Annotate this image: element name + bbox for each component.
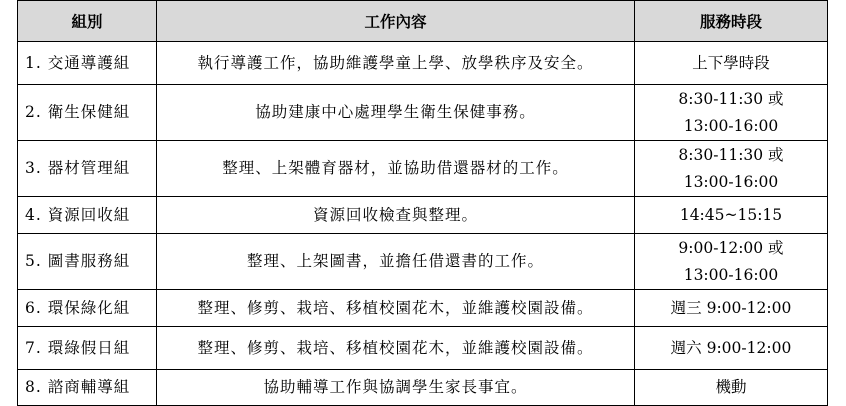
table-row (18, 197, 828, 234)
hours-line: 13:00-16:00 (683, 265, 779, 284)
hours-cell (635, 370, 828, 406)
header-group: 組別 (18, 1, 157, 42)
group-cell: 2. 衛生保健組 (18, 85, 157, 141)
hours-cell (635, 42, 828, 85)
table-row (18, 290, 828, 327)
hours-line: 週六 9:00-12:00 (670, 338, 792, 357)
hours-line: 機動 (715, 378, 747, 396)
hours-cell (635, 290, 828, 327)
group-cell: 1. 交通導護組 (18, 42, 157, 85)
hours-cell (635, 197, 828, 234)
content-cell: 整理、修剪、栽培、移植校園花木，並維護校園設備。 (157, 290, 635, 327)
group-cell: 7. 環綠假日組 (18, 327, 157, 370)
hours-line: 週三 9:00-12:00 (670, 298, 792, 317)
group-cell: 6. 環保綠化組 (18, 290, 157, 327)
hours-line: 8:30-11:30 或 (678, 89, 784, 108)
hours-line: 8:30-11:30 或 (678, 145, 784, 164)
header-content: 工作內容 (157, 1, 635, 42)
content-cell: 執行導護工作，協助維護學童上學、放學秩序及安全。 (157, 42, 635, 85)
table-row (18, 141, 828, 197)
table-row (18, 85, 828, 141)
header-hours: 服務時段 (635, 1, 828, 42)
hours-line: 13:00-16:00 (683, 116, 779, 135)
hours-line: 9:00-12:00 或 (678, 238, 784, 257)
content-cell: 協助建康中心處理學生衛生保健事務。 (157, 85, 635, 141)
table-row (18, 327, 828, 370)
service-groups-table (17, 0, 828, 406)
hours-line: 上下學時段 (692, 53, 770, 72)
group-cell: 3. 器材管理組 (18, 141, 157, 197)
hours-cell (635, 141, 828, 197)
hours-cell (635, 85, 828, 141)
content-cell: 協助輔導工作與協調學生家長事宜。 (157, 370, 635, 406)
group-cell: 4. 資源回收組 (18, 197, 157, 234)
content-cell: 整理、上架體育器材，並協助借還器材的工作。 (157, 141, 635, 197)
table-row (18, 370, 828, 406)
content-cell: 資源回收檢查與整理。 (157, 197, 635, 234)
group-cell: 8. 諮商輔導組 (18, 370, 157, 406)
table-row (18, 234, 828, 290)
group-cell: 5. 圖書服務組 (18, 234, 157, 290)
table-row (18, 42, 828, 85)
hours-line: 14:45~15:15 (679, 205, 783, 224)
content-cell: 整理、修剪、栽培、移植校園花木，並維護校園設備。 (157, 327, 635, 370)
header-row (18, 1, 828, 42)
hours-cell (635, 234, 828, 290)
content-cell: 整理、上架圖書，並擔任借還書的工作。 (157, 234, 635, 290)
hours-line: 13:00-16:00 (683, 172, 779, 191)
hours-cell (635, 327, 828, 370)
